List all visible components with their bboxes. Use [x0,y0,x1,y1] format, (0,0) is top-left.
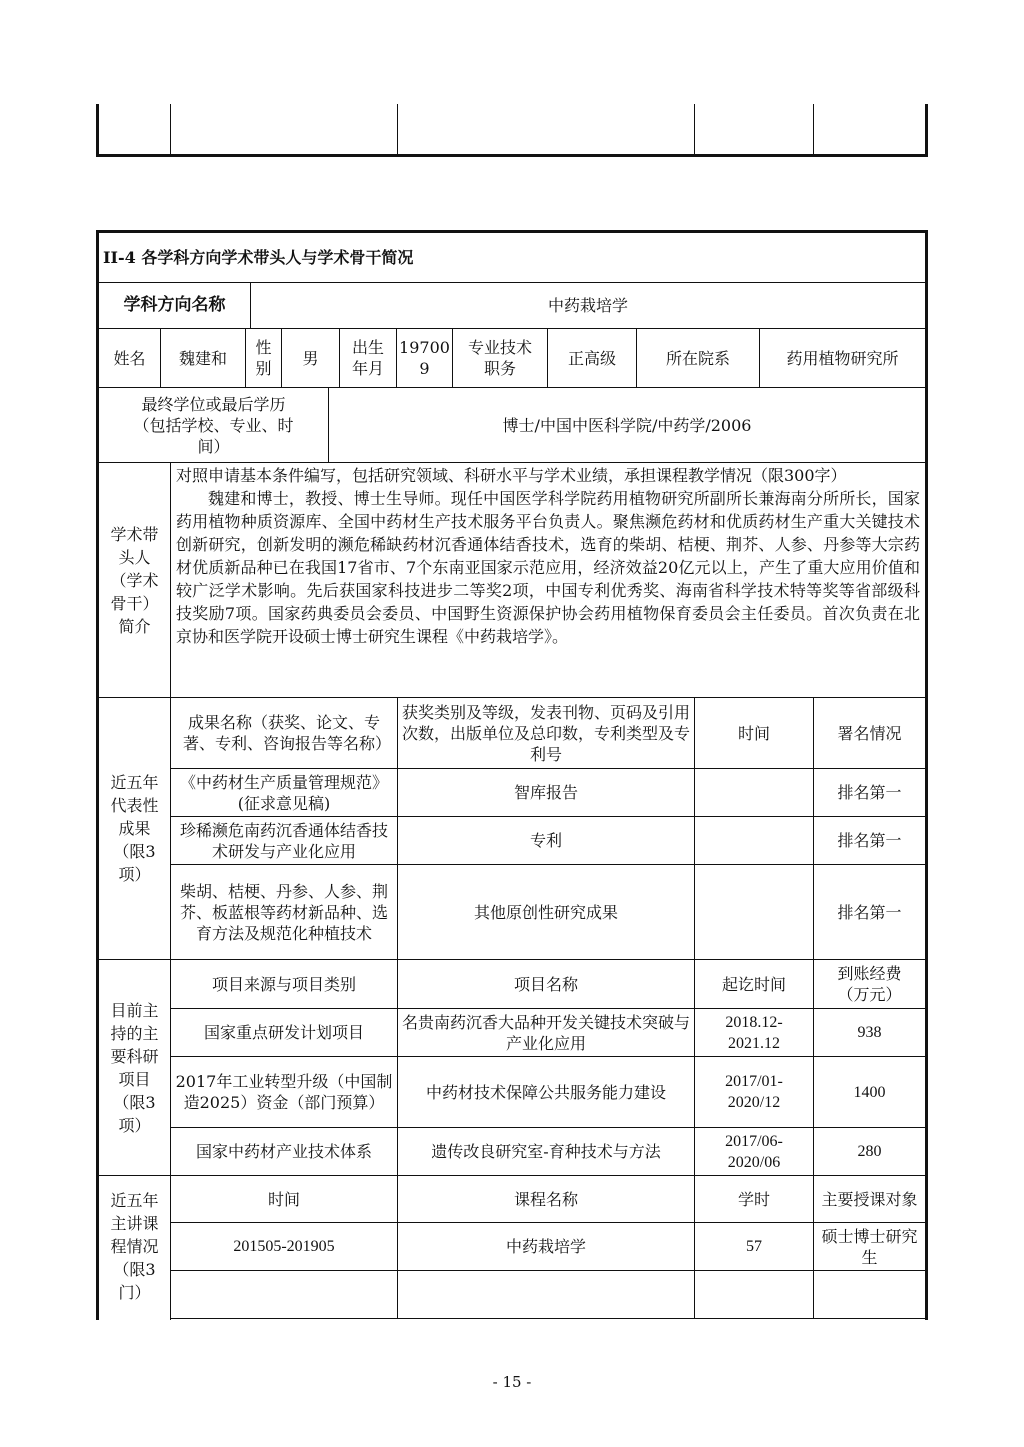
name-label: 姓名 [113,348,146,368]
achievement-1-name: 《中药材生产质量管理规范》(征求意见稿) [179,772,388,813]
project-3-source: 国家中药材产业技术体系 [195,1142,372,1161]
project-3-period: 2017/06-2020/06 [725,1132,783,1171]
discipline-value: 中药栽培学 [547,296,628,315]
achievements-header-name: 成果名称（获奖、论文、专著、专利、咨询报告等名称） [183,713,392,753]
top-table-right-border [925,104,928,157]
project-2-source: 2017年工业转型升级（中国制造2025）资金（部门预算） [175,1072,393,1112]
project-2-name: 中药材技术保障公共服务能力建设 [425,1082,666,1102]
projects-header-name: 项目名称 [513,974,578,994]
achievements-label: 近五年代表性成果（限3项） [110,773,159,884]
course-1-name: 中药栽培学 [505,1237,586,1256]
achievement-3-time [695,865,813,959]
achievements-header-sign: 署名情况 [837,723,902,743]
project-1-name: 名贵南药沉香大品种开发关键技术突破与产业化应用 [402,1012,691,1053]
achievement-1-type: 智库报告 [513,783,578,802]
title-label: 专业技术职务 [467,338,532,378]
birth-label: 出生年月 [352,338,385,378]
achievements-header-detail: 获奖类别及等级，发表刊物、页码及引用次数，出版单位及总印数，专利类型及专利号 [402,702,691,764]
profile-text: 魏建和博士，教授、博士生导师。现任中国医学科学院药用植物研究所副所长兼海南分所所长，国家药用植物种质资源库、全国中药材生产技术服务平台负责人。聚焦濒危药材和优质药材生产重大关键技术创新研究，创新发明的濒危稀缺药材沉香通体结香技术，选育的柴胡、桔梗、荆芥、人参、丹参等大宗药材优质新品种已在我国17省市、7个东南亚国家示范应用，经济效益20亿元以上，产生了重大应用价值和较广泛学术影响。先后获国家科技进步二等奖2项，中国专利优秀奖、海南省科学技术特等奖等省部级科技奖励7项。国家药典委员会委员、中国野生资源保护协会药用植物保育委员会主任委员。首次负责在北京协和医学院开设硕士博士研究生课程《中药栽培学》。 [176,489,920,646]
achievements-header-time: 时间 [737,723,770,743]
project-3-funds: 280 [857,1143,882,1160]
degree-label: 最终学位或最后学历（包括学校、专业、时间） [133,394,294,456]
achievement-2-name: 珍稀濒危南药沉香通体结香技术研发与产业化应用 [179,820,388,861]
page-number: - 15 - [492,1373,532,1391]
main-table-right-border [925,230,928,1320]
project-1-source: 国家重点研发计划项目 [203,1023,364,1042]
achievement-1-time [695,769,813,816]
project-1-period: 2018.12-2021.12 [725,1013,783,1052]
achievement-2-time [695,817,813,864]
degree-value: 博士/中国中医科学院/中药学/2006 [502,415,752,435]
discipline-label: 学科方向名称 [123,295,226,315]
courses-header-name: 课程名称 [513,1189,578,1209]
profile-content [176,464,920,648]
achievement-3-sign: 排名第一 [837,902,902,922]
projects-header-period: 起讫时间 [721,974,786,994]
achievement-3-name: 柴胡、桔梗、丹参、人参、荆芥、板蓝根等药材新品种、选育方法及规范化种植技术 [179,881,388,943]
achievement-2-type: 专利 [529,831,562,850]
projects-header-funds: 到账经费（万元） [837,964,902,1004]
courses-header-hours: 学时 [737,1189,770,1209]
gender-value: 男 [302,348,319,368]
top-table-left-border [96,104,99,157]
gender-label: 性别 [255,338,272,378]
courses-header-time: 时间 [267,1189,300,1209]
profile-label: 学术带头人（学术骨干）简介 [110,524,159,636]
course-1-audience: 硕士博士研究生 [821,1226,918,1267]
course-1-time: 201505-201905 [233,1238,335,1255]
dept-value: 药用植物研究所 [786,348,899,368]
project-2-period: 2017/01-2020/12 [725,1073,783,1111]
achievement-1-sign: 排名第一 [837,783,902,802]
section-title: II-4 各学科方向学术带头人与学术骨干简况 [103,248,414,267]
profile-instruction: 对照申请基本条件编写，包括研究领域、科研水平与学术业绩，承担课程教学情况（限300字） [176,466,847,485]
title-value: 正高级 [567,348,616,368]
project-3-name: 遗传改良研究室-育种技术与方法 [431,1142,661,1161]
courses-label: 近五年主讲课程情况（限3门） [110,1190,159,1302]
project-1-funds: 938 [857,1024,882,1041]
top-table-bottom-border [96,154,928,157]
name-value: 魏建和 [178,348,227,368]
courses-header-audience: 主要授课对象 [821,1189,918,1209]
dept-label: 所在院系 [665,348,730,368]
birth-value: 197009 [399,338,450,378]
achievement-3-type: 其他原创性研究成果 [473,902,618,922]
projects-label: 目前主持的主要科研项目（限3项） [110,1000,159,1135]
project-2-funds: 1400 [853,1083,886,1101]
course-1-hours: 57 [746,1238,762,1255]
projects-header-source: 项目来源与项目类别 [211,974,356,994]
achievement-2-sign: 排名第一 [837,831,902,850]
